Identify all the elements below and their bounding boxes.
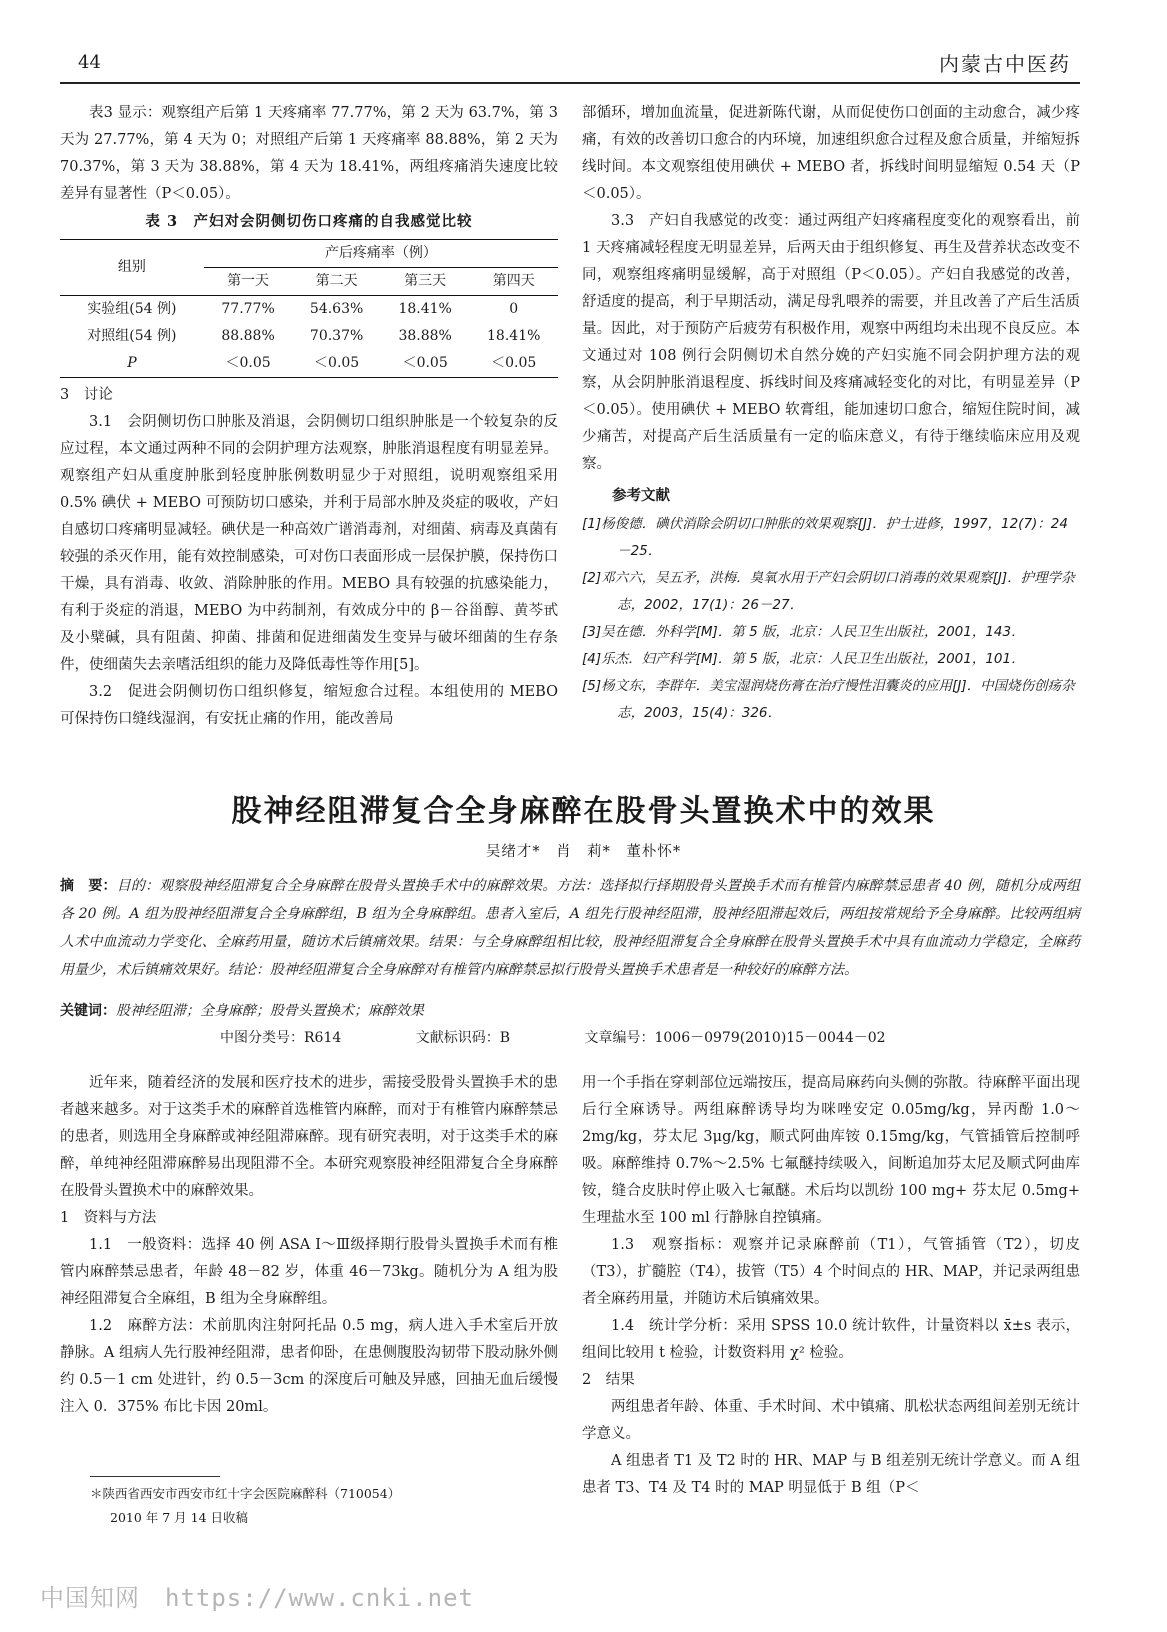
intro-paragraph: 近年来，随着经济的发展和医疗技术的进步，需接受股骨头置换手术的患者越来越多。对于这类手术的麻醉首选椎管内麻醉，而对于有椎管内麻醉禁忌的患者，则选用全身麻醉或神经阻滞麻醉。现有研究表明，对于这类手术的麻醉，单纯神经阻滞麻醉易出现阻滞不全。本研究观察股神经阻滞复合全身麻醉在股骨头置换术中的麻醉效果。 <box>60 1075 558 1199</box>
table-caption: 表 3 产妇对会阴侧切伤口疼痛的自我感觉比较 <box>145 213 473 230</box>
bottom-right-column <box>582 1070 1080 1502</box>
article-title: 股神经阻滞复合全身麻醉在股骨头置换术中的效果 <box>231 794 936 829</box>
keywords-label: 关键词： <box>60 1003 116 1019</box>
results-paragraph: 两组患者年龄、体重、手术时间、术中镇痛、肌松状态两组间差别无统计学意义。 <box>582 1399 1080 1442</box>
results-paragraph: A 组患者 T1 及 T2 时的 HR、MAP 与 B 组差别无统计学意义。而 A 组患者 T3、T4 及 T4 时的 MAP 明显低于 B 组（P＜ <box>582 1453 1080 1496</box>
top-right-column <box>582 100 1080 727</box>
table-cell: ＜0.05 <box>381 350 470 378</box>
section-heading: 2 结果 <box>582 1372 635 1388</box>
table-cell: ＜0.05 <box>469 350 558 378</box>
section-heading: 3 讨论 <box>60 387 113 403</box>
section-heading: 1 资料与方法 <box>60 1210 157 1226</box>
table-cell: 18.41% <box>487 328 541 344</box>
continued-paragraph: 部循环，增加血流量，促进新陈代谢，从而促使伤口创面的主动愈合，减少疼痛，有效的改善切口愈合的内环境，加速组织愈合过程及愈合质量，并缩短拆线时间。本文观察组使用碘伏 + MEBO 者，拆线时间明显缩短 0.54 天（P＜0.05）。 <box>582 105 1080 202</box>
table-cell: ＜0.05 <box>292 350 381 378</box>
classification-line <box>220 1027 1080 1047</box>
article-number: 文章编号：1006－0979(2010)15－0044－02 <box>584 1030 886 1046</box>
section-paragraph: 1.1 一般资料：选择 40 例 ASA Ⅰ～Ⅲ级择期行股骨头置换手术而有椎管内麻醉禁忌患者，年龄 48－82 岁，体重 46－73kg。随机分为 A 组为股神经阻滞复合全麻组，B 组为全身麻醉组。 <box>60 1237 558 1307</box>
abstract-text: 目的：观察股神经阻滞复合全身麻醉在股骨头置换手术中的麻醉效果。方法：选择拟行择期股骨头置换手术而有椎管内麻醉禁忌患者 40 例，随机分成两组各 20 例。A 组为股神经阻滞复合全身麻醉组，B 组为全身麻醉组。患者入室后，A 组先行股神经阻滞，股神经阻滞起效后，两组按常规给予全身麻醉。比较两组病人术中血流动力学变化、全麻药用量，随访术后镇痛效果。结果：与全身麻醉组相比较，股神经阻滞复合全身麻醉在股骨头置换手术中具有血流动力学稳定，全麻药用量少，术后镇痛效果好。结论：股神经阻滞复合全身麻醉对有椎管内麻醉禁忌拟行股骨头置换手术患者是一种较好的麻醉方法。 <box>60 878 1080 978</box>
reference-item: [3]吴在德．外科学[M]．第 5 版，北京：人民卫生出版社，2001，143． <box>582 624 1025 640</box>
table-col-header: 第二天 <box>292 268 381 296</box>
references-heading: 参考文献 <box>612 487 670 504</box>
table-cell: 70.37% <box>309 328 364 344</box>
section-paragraph: 1.4 统计学分析：采用 SPSS 10.0 统计软件，计量资料以 x̄±s 表示，组间比较用 t 检验，计数资料用 χ² 检验。 <box>582 1318 1080 1361</box>
table-row <box>60 350 558 378</box>
table-cell: 0 <box>509 301 519 317</box>
document-code: 文献标识码：B <box>415 1030 511 1046</box>
table-col-header: 第三天 <box>381 268 470 296</box>
table-cell: 54.63% <box>309 301 364 317</box>
section-paragraph: 3.3 产妇自我感觉的改变：通过两组产妇疼痛程度变化的观察看出，前 1 天疼痛减轻程度无明显差异，后两天由于组织修复、再生及营养状态改变不同，观察组疼痛明显缓解，高于对照组（P＜0.05）。产妇自我感觉的改善，舒适度的提高，利于早期活动，满足母乳喂养的需要，并且改善了产后生活质量。因此，对于预防产后疲劳有积极作用，观察中两组均未出现不良反应。本文通过对 108 例行会阴侧切术自然分娩的产妇实施不同会阴护理方法的观察，从会阴肿胀消退程度、拆线时间及疼痛减轻变化的对比，有明显差异（P＜0.05）。使用碘伏 + MEBO 软膏组，能加速切口愈合，缩短住院时间，减少痛苦，对提高产后生活质量有一定的临床意义，有待于继续临床应用及观察。 <box>582 213 1080 472</box>
results-paragraph: 表3 显示：观察组产后第 1 天疼痛率 77.77%，第 2 天为 63.7%，第 3 天为 27.77%，第 4 天为 0；对照组产后第 1 天疼痛率 88.88%，第 2 天为 70.37%，第 3 天为 38.88%，第 4 天为 18.41%，两组疼痛消失速度比较差异有显著性（P＜0.05）。 <box>60 105 558 202</box>
table-row <box>60 296 558 324</box>
cnki-watermark: 中国知网 https://www.cnki.net <box>40 1584 474 1612</box>
table-col-header: 第四天 <box>469 268 558 296</box>
section-paragraph: 1.3 观察指标：观察并记录麻醉前（T1），气管插管（T2），切皮（T3），扩髓腔（T4），拔管（T5）4 个时间点的 HR、MAP，并记录两组患者全麻药用量，并随访术后镇痛效果。 <box>582 1237 1080 1307</box>
table-cell: 38.88% <box>398 328 452 344</box>
table-cell: 88.88% <box>221 328 275 344</box>
header-rule <box>60 82 1080 84</box>
row-label: P <box>60 350 204 378</box>
table-cell: 77.77% <box>221 301 275 317</box>
section-paragraph: 1.2 麻醉方法：术前肌肉注射阿托品 0.5 mg，病人进入手术室后开放静脉。A 组病人先行股神经阻滞，患者仰卧，在患侧腹股沟韧带下股动脉外侧约 0.5－1 cm 处进针，约 0.5－3cm 的深度后可触及异感，回抽无血后缓慢注入 0．375% 布比卡因 20ml。 <box>60 1318 558 1415</box>
authors: 吴绪才* 肖 莉* 董朴怀* <box>485 844 682 860</box>
table-3 <box>60 239 558 378</box>
row-label: 对照组(54 例) <box>87 328 177 344</box>
abstract <box>60 872 1080 984</box>
reference-item: [4]乐杰．妇产科学[M]．第 5 版，北京：人民卫生出版社，2001，101． <box>582 651 1025 667</box>
references <box>582 482 1080 727</box>
page-number: 44 <box>78 52 101 73</box>
table-cell: ＜0.05 <box>204 350 293 378</box>
table-col-header: 第一天 <box>204 268 293 296</box>
top-left-column <box>60 100 558 733</box>
continued-paragraph: 用一个手指在穿刺部位远端按压，提高局麻药向头侧的弥散。待麻醉平面出现后行全麻诱导。两组麻醉诱导均为咪唑安定 0.05mg/kg，异丙酚 1.0～2mg/kg，芬太尼 3μg/kg，顺式阿曲库铵 0.15mg/kg，气管插管后控制呼吸。麻醉维持 0.7%～2.5% 七氟醚持续吸入，间断追加芬太尼及顺式阿曲库铵，缝合皮肤时停止吸入七氟醚。术后均以凯纷 100 mg+ 芬太尼 0.5mg+ 生理盐水至 100 ml 行静脉自控镇痛。 <box>582 1075 1080 1226</box>
table-row <box>60 323 558 350</box>
section-paragraph: 3.1 会阴侧切伤口肿胀及消退，会阴侧切口组织肿胀是一个较复杂的反应过程，本文通过两种不同的会阴护理方法观察，肿胀消退程度有明显差异。观察组产妇从重度肿胀到轻度肿胀例数明显少于对照组，说明观察组采用 0.5% 碘伏 + MEBO 可预防切口感染，并利于局部水肿及炎症的吸收，产妇自感切口疼痛明显减轻。碘伏是一种高效广谱消毒剂，对细菌、病毒及真菌有较强的杀灭作用，能有效控制感染，可对伤口表面形成一层保护膜，保持伤口干燥，具有消毒、收敛、消除肿胀的作用。MEBO 具有较强的抗感染能力，有利于炎症的消退，MEBO 为中药制剂，有效成分中的 β－谷甾醇、黄芩甙及小檗碱，具有阻菌、抑菌、排菌和促进细菌发生变异与破坏细菌的生存条件，使细菌失去亲嗜活组织的能力及降低毒性等作用[5]。 <box>60 414 558 673</box>
footnote-rule <box>90 1476 220 1477</box>
reference-item: [2]邓六六，吴五矛，洪梅．臭氧水用于产妇会阴切口消毒的效果观察[J]．护理学杂志，2002，17(1)：26－27． <box>582 570 1075 613</box>
reference-item: [5]杨文东，李群年．美宝湿润烧伤膏在治疗慢性泪囊炎的应用[J]．中国烧伤创疡杂志，2003，15(4)：326． <box>582 678 1075 721</box>
reference-item: [1]杨俊德．碘伏消除会阴切口肿胀的效果观察[J]．护士进修，1997，12(7)：24－25． <box>582 516 1068 559</box>
clc-number: 中图分类号：R614 <box>220 1030 342 1046</box>
abstract-label: 摘 要： <box>60 878 117 894</box>
table-span-header: 产后疼痛率（例） <box>204 240 558 268</box>
section-paragraph: 3.2 促进会阴侧切伤口组织修复，缩短愈合过程。本组使用的 MEBO 可保持伤口缝线湿润，有安抚止痛的作用，能改善局 <box>60 684 558 727</box>
row-label: 实验组(54 例) <box>87 301 177 317</box>
bottom-left-column <box>60 1070 558 1421</box>
footnote-affiliation: ＊陕西省西安市西安市红十字会医院麻醉科（710054） <box>90 1486 401 1501</box>
table-cell: 18.41% <box>398 301 452 317</box>
table-group-header: 组别 <box>60 240 204 296</box>
footnote-received: 2010 年 7 月 14 日收稿 <box>110 1510 249 1525</box>
keywords-text: 股神经阻滞；全身麻醉；股骨头置换术；麻醉效果 <box>116 1003 424 1019</box>
keywords <box>60 1000 1080 1020</box>
journal-name: 内蒙古中医药 <box>939 52 1071 76</box>
